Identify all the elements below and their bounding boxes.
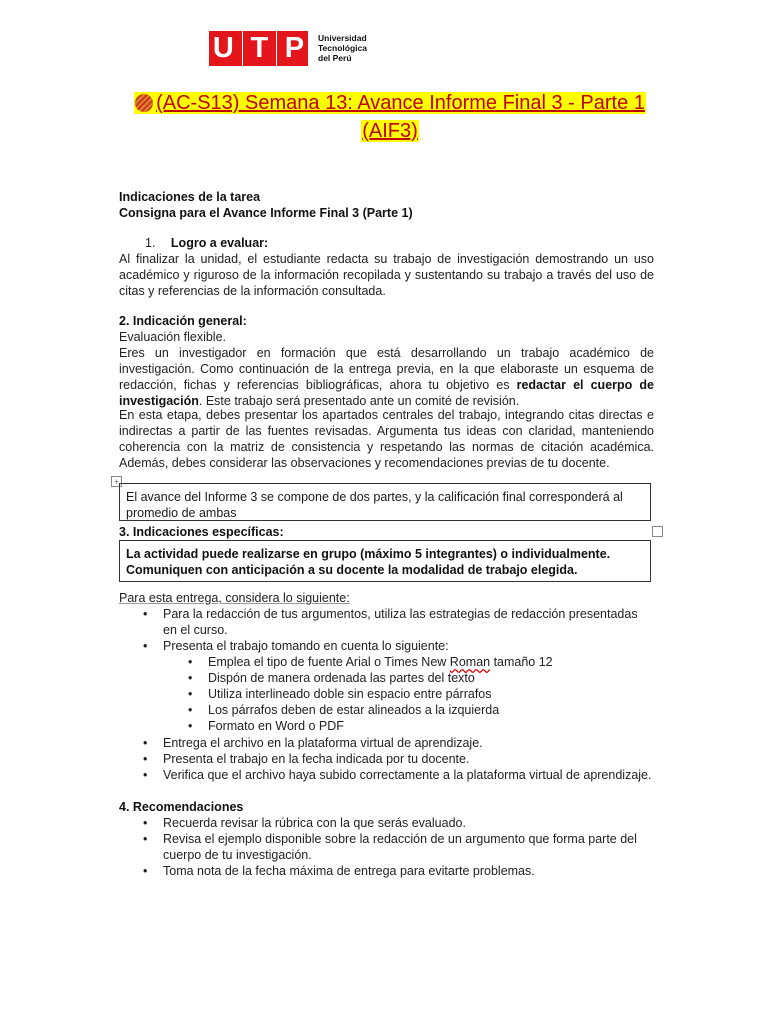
logo-mark [209,31,308,66]
page-title-line-2 [100,118,680,144]
recomendaciones-heading: 4. Recomendaciones [119,800,244,814]
general-paragraph-2: En esta etapa, debes presentar los apartados centrales del trabajo, integrando citas directas e indirectas a partir de las fuentes revisadas. Argumenta tus ideas con claridad, manteniendo coherencia con la matriz de consistencia y respetando las normas de citación académica. Además, debes considerar las observaciones y recomendaciones previas de tu docente. [119,408,654,470]
list-item-text: Presenta el trabajo tomando en cuenta lo siguiente: [163,639,449,653]
general-line-1: Evaluación flexible. [119,330,227,344]
table-resize-handle-icon[interactable] [652,526,663,537]
especificas-heading: 3. Indicaciones específicas: [119,525,284,539]
list-item-text: Formato en Word o PDF [208,719,344,733]
recomendaciones-list [143,815,653,879]
especificas-list [143,606,653,654]
note-box: El avance del Informe 3 se compone de dos partes, y la calificación final corresponderá al promedio de ambas [119,483,651,521]
list-item-text: Utiliza interlineado doble sin espacio entre párrafos [208,687,492,701]
list-item [143,606,653,638]
general-heading: 2. Indicación general: [119,314,247,328]
bullet-icon: • [143,639,148,653]
logo-line: Tecnológica [318,43,367,53]
logo-letter-p: P [284,31,305,64]
list-item-text: Los párrafos deben de estar alineados a la izquierda [208,703,500,717]
bullet-icon: • [188,687,193,701]
bullet-icon: • [188,655,193,669]
bullet-icon: • [188,671,193,685]
bullet-icon: • [188,719,193,733]
page-title [100,90,680,116]
list-item [188,686,648,702]
title-line-1: (AC-S13) Semana 13: Avance Informe Final 3 - Parte 1 [156,92,645,114]
bullet-icon: • [143,832,148,846]
list-item-text: Revisa el ejemplo disponible sobre la redacción de un argumento que forma parte del cuerpo de tu investigación. [163,832,637,862]
logro-title: Logro a evaluar: [170,236,269,250]
consigna-heading: Consigna para el Avance Informe Final 3 (Parte 1) [119,206,413,220]
table-move-handle-icon[interactable]: + [111,476,122,487]
general-p1-bold: redactar el cuerpo de investigación [119,378,654,408]
indicaciones-heading: Indicaciones de la tarea [119,190,261,204]
list-item [188,718,648,734]
entrega-intro: Para esta entrega, considera lo siguiente: [119,591,350,605]
list-item [143,638,653,654]
bullet-icon: • [143,816,148,830]
bullet-icon: • [188,703,193,717]
formato-sublist [188,654,648,734]
list-item [188,702,648,718]
list-item-text: tamaño 12 [490,655,553,669]
logo-letter-u: U [212,31,234,64]
utp-logo [209,30,367,66]
bullet-icon: • [143,752,148,766]
list-item-text: Entrega el archivo en la plataforma virtual de aprendizaje. [163,736,483,750]
title-line-2: (AIF3) [362,120,418,142]
list-item-text: Para la redacción de tus argumentos, utiliza las estrategias de redacción presentadas en el curso. [163,607,638,637]
list-item-text: Dispón de manera ordenada las partes del texto [208,671,475,685]
list-item-text: Toma nota de la fecha máxima de entrega para evitarte problemas. [163,864,535,878]
bullet-icon: • [143,736,148,750]
logo-wordmark [318,33,367,63]
progress-circle-icon [135,94,153,112]
entrega-list [143,735,663,783]
list-item [143,751,663,767]
list-item [188,670,648,686]
general-p1-text: Eres un investigador en formación que está desarrollando un trabajo académico de investigación. Como continuación de la entrega previa, en la que elaboraste un esquema de redacción, fichas y referencias bibliográficas, ahora tu objetivo es [119,346,654,392]
general-p1-end: . Este trabajo será presentado ante un comité de revisión. [198,394,520,408]
list-item [143,735,663,751]
logro-heading [145,235,680,251]
logo-line: del Perú [318,53,352,63]
list-item [188,654,648,670]
logo-line: Universidad [318,33,367,43]
group-box: La actividad puede realizarse en grupo (máximo 5 integrantes) o individualmente. Comuniquen con anticipación a su docente la modalidad de trabajo elegida. [119,540,651,582]
logo-letter-t: T [250,31,269,64]
list-item-text: Emplea el tipo de fuente Arial o Times New [208,655,450,669]
logo-divider [276,31,277,66]
bullet-icon: • [143,768,148,782]
logo-divider [242,31,243,66]
logro-text: Al finalizar la unidad, el estudiante redacta su trabajo de investigación demostrando un uso académico y riguroso de la información recopilada y sustentando su trabajo a través del uso de citas y referencias de la información consultada. [119,252,654,298]
bullet-icon: • [143,864,148,878]
list-item-text: Presenta el trabajo en la fecha indicada por tu docente. [163,752,470,766]
list-item [143,767,663,783]
list-item [143,815,653,831]
spellcheck-word: Roman [449,655,491,669]
general-paragraph-1 [119,345,654,409]
logro-number: 1. [145,236,156,250]
list-item [143,863,653,879]
list-item [143,831,653,863]
bullet-icon: • [143,607,148,621]
list-item-text: Verifica que el archivo haya subido correctamente a la plataforma virtual de aprendizaje. [163,768,652,782]
list-item-text: Recuerda revisar la rúbrica con la que serás evaluado. [163,816,466,830]
